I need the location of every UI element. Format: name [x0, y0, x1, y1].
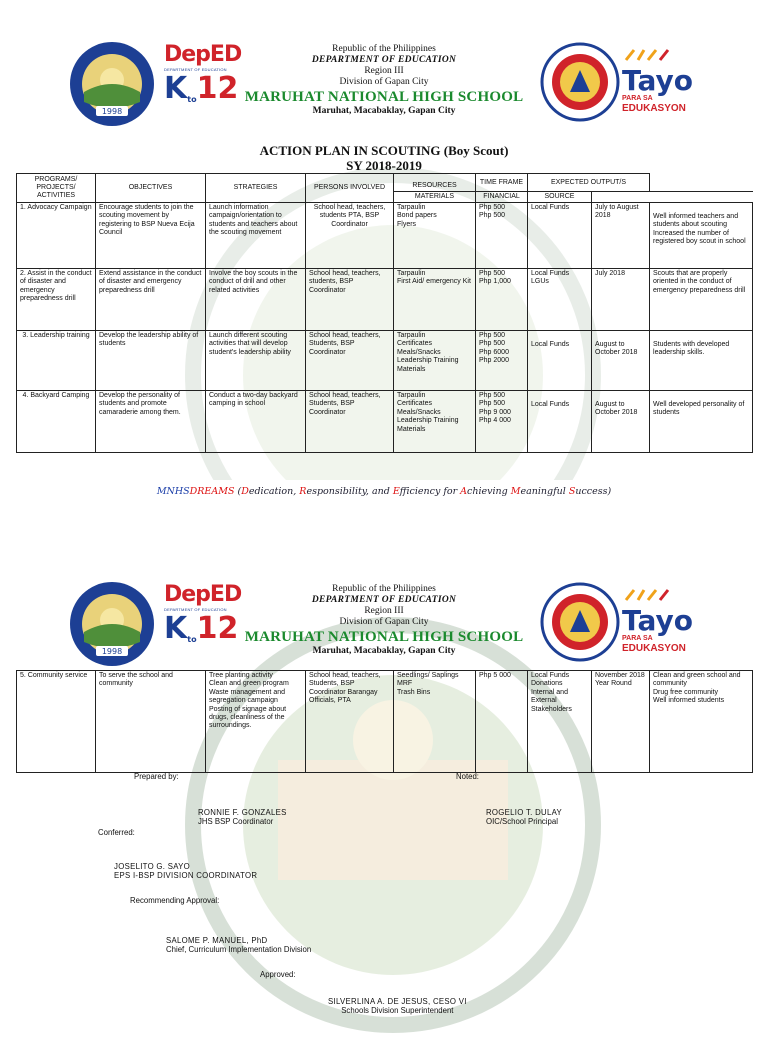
deped-sub: DEPARTMENT OF EDUCATION	[164, 67, 227, 72]
cell-program: 1. Advocacy Campaign	[17, 203, 96, 269]
division-seal-icon	[540, 42, 620, 122]
tayo-logo	[622, 588, 706, 658]
motto-dreams: DREAMS	[189, 486, 235, 497]
header-expected: EXPECTED OUTPUT/S	[528, 174, 650, 192]
school-seal-icon	[68, 40, 156, 128]
prepared-name: RONNIE F. GONZALES	[198, 808, 287, 817]
recommending-label: Recommending Approval:	[130, 896, 220, 905]
motto-letter: A	[460, 486, 468, 497]
cell-output: Students with developed leadership skills.	[650, 331, 753, 391]
recommending-title: Chief, Curriculum Implementation Division	[166, 945, 312, 954]
motto-prefix: MNHS	[156, 486, 190, 497]
tayo-word: Tayo	[622, 604, 694, 637]
department-line: DEPARTMENT OF EDUCATION	[311, 595, 457, 605]
tayo-word: Tayo	[622, 64, 694, 97]
header-persons: PERSONS INVOLVED	[306, 174, 394, 203]
cell-financial: Php 500 Php 500 Php 9 000 Php 4 000	[476, 391, 528, 453]
school-name: MARUHAT NATIONAL HIGH SCHOOL	[244, 629, 524, 645]
svg-text:1998: 1998	[101, 107, 123, 116]
republic-line: Republic of the Philippines	[332, 44, 436, 54]
to-word: to	[187, 635, 197, 644]
prepared-label: Prepared by:	[134, 772, 179, 781]
approved-name: SILVERLINA A. DE JESUS, CESO VI	[328, 997, 467, 1006]
tayo-swoosh-icon	[622, 588, 682, 602]
twelve: 12	[196, 611, 239, 646]
cell-time: August to October 2018	[592, 391, 650, 453]
plan-title-line2: SY 2018-2019	[346, 158, 422, 173]
header-programs: PROGRAMS/ PROJECTS/ ACTIVITIES	[17, 174, 96, 203]
tayo-swoosh-icon	[622, 48, 682, 62]
cell-output: Well developed personality of students	[650, 391, 753, 453]
cell-program: 3. Leadership training	[17, 331, 96, 391]
division-seal-icon	[540, 582, 620, 662]
motto-letter: R	[299, 486, 307, 497]
cell-output: Scouts that are properly oriented in the conduct of emergency preparedness drill	[650, 269, 753, 331]
motto-open: (	[234, 486, 242, 497]
k-letter: K	[164, 611, 188, 646]
division-line: Division of Gapan City	[339, 77, 429, 87]
cell-financial: Php 500 Php 500	[476, 203, 528, 269]
cell-persons: School head, teachers, Students, BSP Coordinator	[306, 391, 394, 453]
cell-materials: Tarpaulin Certificates Meals/Snacks Leadership Training Materials	[394, 391, 476, 453]
header-time-frame: TIME FRAME	[476, 174, 528, 192]
motto-letter: E	[392, 486, 400, 497]
k-letter: K	[164, 71, 188, 106]
deped-word: DepED	[164, 582, 242, 607]
division-line: Division of Gapan City	[339, 617, 429, 627]
svg-text:1998: 1998	[101, 647, 123, 656]
tayo-sub2: EDUKASYON	[622, 643, 686, 654]
letterhead-page-1	[0, 38, 768, 128]
cell-strategy: Tree planting activity Clean and green program Waste management and segregation campaign Posting of signage about drugs, cleanliness of the surroundings.	[206, 671, 306, 773]
noted-title: OIC/School Principal	[486, 817, 558, 826]
noted-label: Noted:	[456, 772, 479, 781]
motto-letter: M	[510, 486, 521, 497]
prepared-title: JHS BSP Coordinator	[198, 817, 274, 826]
approved-block	[328, 997, 467, 1015]
recommending-block	[166, 936, 311, 954]
approved-title: Schools Division Superintendent	[341, 1006, 454, 1015]
cell-persons: School head, teachers, students, BSP Coordinator	[306, 269, 394, 331]
cell-materials: Tarpaulin First Aid/ emergency Kit	[394, 269, 476, 331]
action-plan-table	[16, 173, 753, 453]
conferred-block	[114, 862, 257, 880]
cell-output: Clean and green school and community Drug free community Well informed students	[650, 671, 753, 773]
conferred-label: Conferred:	[98, 828, 135, 837]
motto-letter: S	[568, 486, 576, 497]
motto-word: edication,	[248, 486, 300, 497]
cell-persons: School head, teachers, Students, BSP Coordinator Barangay Officials, PTA	[306, 671, 394, 773]
department-line: DEPARTMENT OF EDUCATION	[311, 55, 457, 65]
deped-sub: DEPARTMENT OF EDUCATION	[164, 607, 227, 612]
table-row	[17, 269, 753, 331]
cell-source: Local Funds LGUs	[528, 269, 592, 331]
tayo-sub1: PARA SA	[622, 635, 653, 642]
cell-persons: School head, teachers, Students, BSP Coordinator	[306, 331, 394, 391]
cell-program: 4. Backyard Camping	[17, 391, 96, 453]
motto-word: fficiency for	[399, 486, 461, 497]
tayo-logo	[622, 48, 706, 118]
cell-strategy: Conduct a two-day backyard camping in school	[206, 391, 306, 453]
cell-source: Local Funds	[528, 203, 592, 269]
deped-word: DepED	[164, 42, 242, 67]
cell-objective: To serve the school and community	[96, 671, 206, 773]
cell-output: Well informed teachers and students about scouting Increased the number of registered boy scout in school	[650, 203, 753, 269]
school-motto	[0, 486, 768, 497]
region-line: Region III	[364, 66, 404, 76]
cell-source: Local Funds Donations Internal and External Stakeholders	[528, 671, 592, 773]
cell-objective: Develop the personality of students and promote camaraderie among them.	[96, 391, 206, 453]
header-materials: MATERIALS	[394, 192, 476, 203]
to-word: to	[187, 95, 197, 104]
school-seal-icon	[68, 580, 156, 668]
cell-persons: School head, teachers, students PTA, BSP Coordinator	[306, 203, 394, 269]
cell-financial: Php 5 000	[476, 671, 528, 773]
conferred-name: JOSELITO G. SAYO	[114, 862, 191, 871]
school-address: Maruhat, Macabaklay, Gapan City	[312, 106, 456, 116]
header-objectives: OBJECTIVES	[96, 174, 206, 203]
cell-objective: Develop the leadership ability of students	[96, 331, 206, 391]
motto-word: eaningful	[520, 486, 569, 497]
header-source: SOURCE	[528, 192, 592, 203]
cell-objective: Extend assistance in the conduct of disaster and emergency preparedness drill	[96, 269, 206, 331]
motto-word: esponsibility, and	[306, 486, 393, 497]
cell-financial: Php 500 Php 1,000	[476, 269, 528, 331]
plan-title	[200, 143, 568, 173]
recommending-name: SALOME P. MANUEL, PhD	[166, 936, 268, 945]
cell-program: 2. Assist in the conduct of disaster and emergency preparedness drill	[17, 269, 96, 331]
cell-source: Local Funds	[528, 391, 592, 453]
motto-letter: D	[241, 486, 249, 497]
letterhead-page-2	[0, 578, 768, 668]
action-plan-table-continued	[16, 670, 753, 773]
republic-line: Republic of the Philippines	[332, 584, 436, 594]
conferred-title: EPS I-BSP DIVISION COORDINATOR	[114, 871, 258, 880]
approved-label: Approved:	[260, 970, 296, 979]
cell-objective: Encourage students to join the scouting movement by registering to BSP Nueva Ecija Council	[96, 203, 206, 269]
cell-materials: Tarpaulin Certificates Meals/Snacks Leadership Training Materials	[394, 331, 476, 391]
cell-strategy: Launch different scouting activities that will develop student's leadership ability	[206, 331, 306, 391]
cell-strategy: Launch information campaign/orientation to students and teachers about the scouting movement	[206, 203, 306, 269]
cell-financial: Php 500 Php 500 Php 6000 Php 2000	[476, 331, 528, 391]
motto-word: uccess)	[575, 486, 612, 497]
school-name: MARUHAT NATIONAL HIGH SCHOOL	[244, 89, 524, 105]
noted-name: ROGELIO T. DULAY	[486, 808, 563, 817]
prepared-block	[198, 808, 287, 826]
header-financial: FINANCIAL	[476, 192, 528, 203]
region-line: Region III	[364, 606, 404, 616]
table-row	[17, 671, 753, 773]
tayo-sub1: PARA SA	[622, 95, 653, 102]
cell-materials: Tarpaulin Bond papers Flyers	[394, 203, 476, 269]
table-row	[17, 391, 753, 453]
cell-materials: Seedlings/ Saplings MRF Trash Bins	[394, 671, 476, 773]
table-row	[17, 203, 753, 269]
plan-title-line1: ACTION PLAN IN SCOUTING (Boy Scout)	[259, 143, 509, 158]
tayo-sub2: EDUKASYON	[622, 103, 686, 114]
cell-time: July to August 2018	[592, 203, 650, 269]
cell-strategy: Involve the boy scouts in the conduct of drill and other related activities	[206, 269, 306, 331]
twelve: 12	[196, 71, 239, 106]
header-resources: RESOURCES	[394, 174, 476, 192]
header-strategies: STRATEGIES	[206, 174, 306, 203]
cell-time: August to October 2018	[592, 331, 650, 391]
school-address: Maruhat, Macabaklay, Gapan City	[312, 646, 456, 656]
cell-source: Local Funds	[528, 331, 592, 391]
cell-time: November 2018 Year Round	[592, 671, 650, 773]
cell-program: 5. Community service	[17, 671, 96, 773]
cell-time: July 2018	[592, 269, 650, 331]
motto-word: chieving	[467, 486, 511, 497]
noted-block	[486, 808, 562, 826]
table-row	[17, 331, 753, 391]
